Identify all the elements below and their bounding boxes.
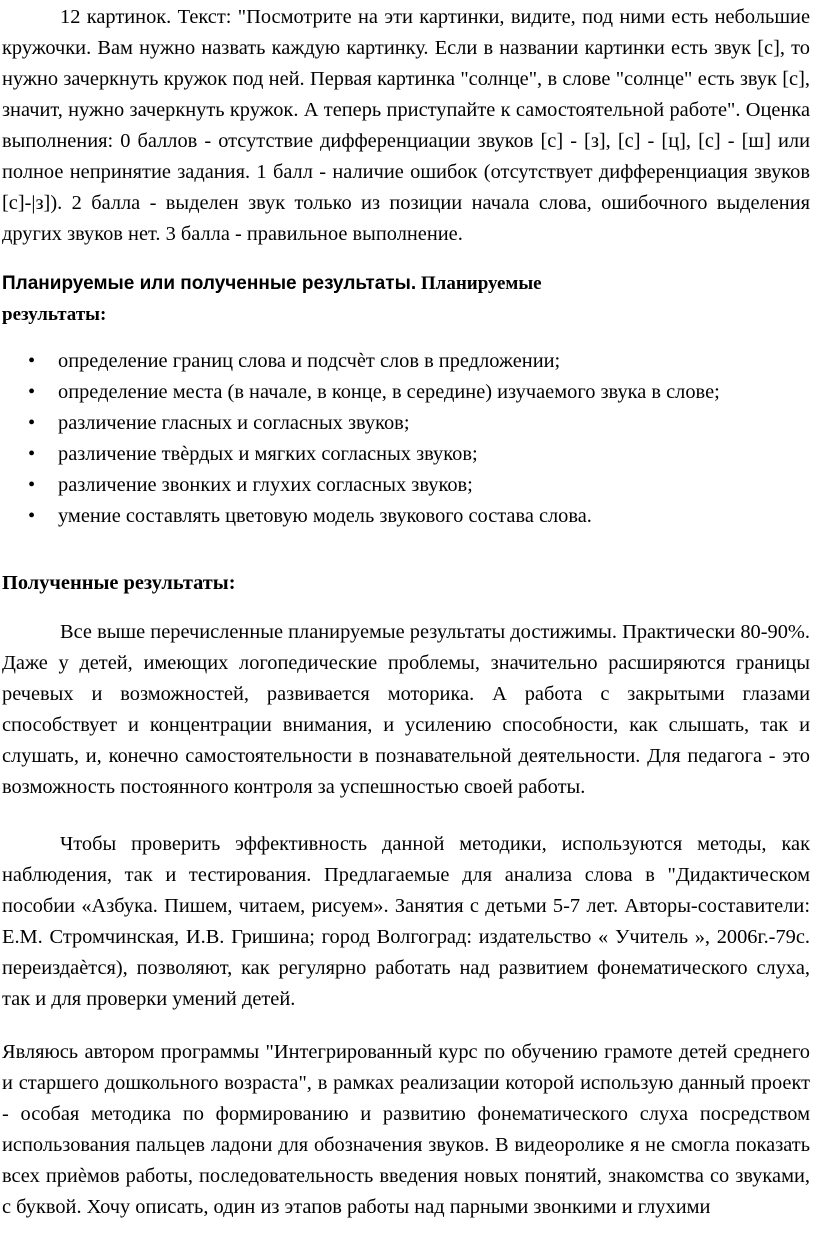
list-item-text: различение звонких и глухих согласных звуков; bbox=[58, 474, 473, 496]
list-item bbox=[0, 377, 816, 408]
intro-paragraph: 12 картинок. Текст: "Посмотрите на эти картинки, видите, под ними есть небольшие кружочки. Вам нужно назвать каждую картинку. Если в названии картинки есть звук [с], то нужно зачеркнуть кружок под ней. Первая картинка "солнце", в слове "солнце" есть звук [с], значит, нужно зачеркнуть кружок. А теперь приступайте к самостоятельной работе". Оценка выполнения: 0 баллов - отсутствие дифференциации звуков [с] - [з], [с] - [ц], [с] - [ш] или полное непринятие задания. 1 балл - наличие ошибок (отсутствует дифференциация звуков [с]-|з]). 2 балла - выделен звук только из позиции начала слова, ошибочного выделения других звуков нет. 3 балла - правильное выполнение. bbox=[2, 6, 810, 245]
bullet-icon: • bbox=[28, 474, 36, 496]
list-item bbox=[0, 408, 816, 439]
planned-results-list bbox=[0, 346, 816, 532]
bullet-icon: • bbox=[28, 505, 36, 527]
list-item-text: различение гласных и согласных звуков; bbox=[58, 412, 410, 434]
list-item bbox=[0, 439, 816, 470]
planned-results-heading-part1: Планируемые или полученные результаты. bbox=[2, 273, 417, 294]
list-item bbox=[0, 501, 816, 532]
bullet-icon: • bbox=[28, 443, 36, 465]
list-item-text: определение границ слова и подсчѐт слов в предложении; bbox=[58, 350, 561, 372]
list-item bbox=[0, 470, 816, 501]
list-item-text: различение твѐрдых и мягких согласных звуков; bbox=[58, 443, 478, 465]
list-item bbox=[0, 346, 816, 377]
results-paragraph: Все выше перечисленные планируемые результаты достижимы. Практически 80-90%. Даже у детей, имеющих логопедические проблемы, значительно расширяются границы речевых и возможностей, развивается моторика. А работа с закрытыми глазами способствует и концентрации внимания, и усилению способности, как слышать, так и слушать, и, конечно самостоятельности в познавательной деятельности. Для педагога - это возможность постоянного контроля за успешностью своей работы. bbox=[2, 621, 810, 798]
list-item-text: умение составлять цветовую модель звукового состава слова. bbox=[58, 505, 592, 527]
bullet-icon: • bbox=[28, 381, 36, 403]
planned-results-heading-part2: Планируемые результаты: bbox=[2, 273, 542, 325]
author-paragraph: Являюсь автором программы "Интегрированный курс по обучению грамоте детей среднего и старшего дошкольного возраста", в рамках реализации которой использую данный проект - особая методика по формированию и развитию фонематического слуха посредством использования пальцев ладони для обозначения звуков. В видеоролике я не смогла показать всех приѐмов работы, последовательность введения новых понятий, знакомства со звуками, с буквой. Хочу описать, один из этапов работы над парными звонкими и глухими bbox=[2, 1041, 810, 1218]
bullet-icon: • bbox=[28, 412, 36, 434]
planned-results-heading bbox=[2, 268, 622, 330]
bullet-icon: • bbox=[28, 350, 36, 372]
list-item-text: определение места (в начале, в конце, в середине) изучаемого звука в слове; bbox=[58, 381, 720, 403]
methods-paragraph: Чтобы проверить эффективность данной методики, используются методы, как наблюдения, так и тестирования. Предлагаемые для анализа слова в "Дидактическом пособии «Азбука. Пишем, читаем, рисуем». Занятия с детьми 5-7 лет. Авторы-составители: Е.М. Стромчинская, И.В. Гришина; город Волгоград: издательство « Учитель », 2006г.-79с. переиздаѐтся), позволяют, как регулярно работать над развитием фонематического слуха, так и для проверки умений детей. bbox=[2, 833, 810, 1010]
obtained-results-heading: Полученные результаты: bbox=[2, 572, 236, 594]
